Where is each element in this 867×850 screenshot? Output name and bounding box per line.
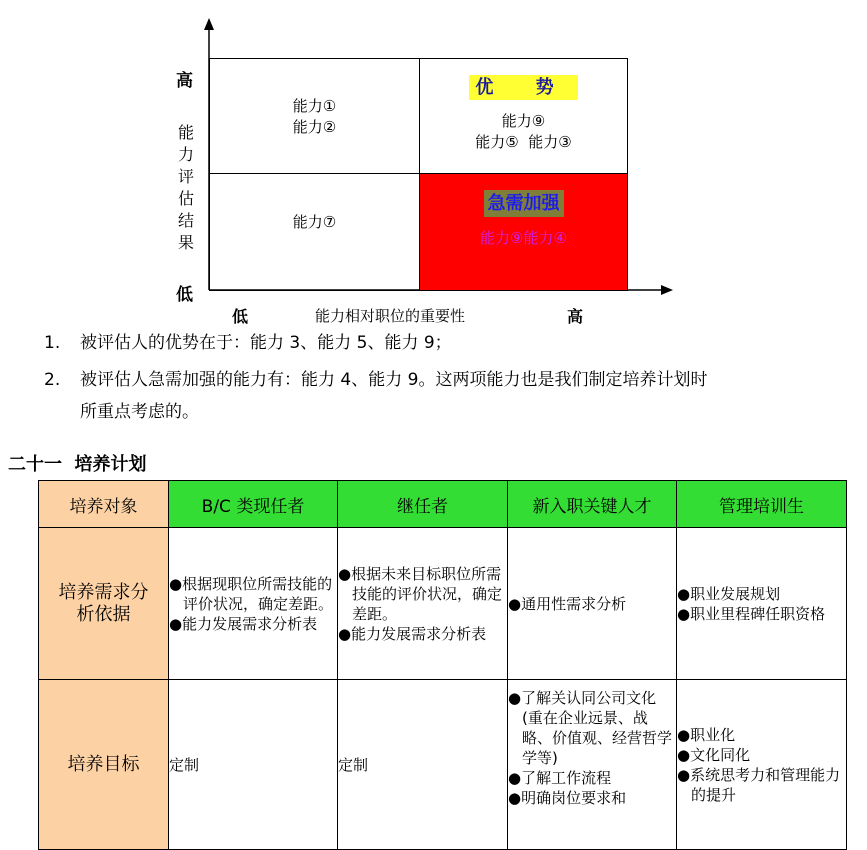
- row-head-line: 培养需求分: [58, 581, 149, 603]
- row-head-line: 析依据: [76, 603, 131, 625]
- list-text-line: 所重点考虑的。: [80, 402, 199, 422]
- bullet-item: ●根据现职位所需技能的评价状况，确定差距。: [169, 574, 334, 613]
- x-axis-label: 能力相对职位的重要性: [315, 307, 466, 325]
- row-head-goals: [39, 680, 169, 850]
- table-cell: [508, 680, 677, 850]
- bullet-item: ●职业里程碑任职资格: [677, 604, 826, 623]
- y-axis-label: [178, 122, 196, 254]
- x-axis-high: 高: [567, 307, 584, 326]
- list-text-line: 被评估人急需加强的能力有：能力 4、能力 9。这两项能力也是我们制定培养计划时: [80, 370, 708, 390]
- y-axis-label-char: 果: [178, 233, 195, 252]
- row-head-line: 培养目标: [67, 753, 140, 775]
- y-axis-label-char: 估: [178, 189, 195, 208]
- training-plan-table: [38, 480, 847, 850]
- bullet-item: ●通用性需求分析: [508, 594, 627, 613]
- x-axis-low: 低: [232, 307, 249, 326]
- bullet-item: ●系统思考力和管理能力的提升: [677, 765, 841, 804]
- advantage-tag: 优 势: [469, 75, 577, 100]
- row-head-needs-basis: [39, 528, 169, 680]
- bullet-item: ●文化同化: [677, 745, 751, 764]
- list-number: 2.: [44, 370, 61, 390]
- quadrant-item: 能力⑤ 能力③: [475, 133, 572, 151]
- cell-text: 定制: [338, 755, 369, 774]
- quadrant-top-right: [419, 58, 628, 174]
- list-number: 1.: [44, 333, 61, 353]
- table-cell: [338, 680, 508, 850]
- y-axis-label-char: 结: [178, 211, 195, 230]
- y-axis-label-char: 力: [178, 145, 195, 164]
- list-text: 被评估人的优势在于：能力 3、能力 5、能力 9；: [80, 333, 452, 353]
- conclusion-item: [44, 364, 707, 428]
- table-cell: [677, 680, 847, 850]
- table-header-row: [39, 481, 847, 528]
- header-new-key-talent: 新入职关键人才: [508, 481, 677, 528]
- y-axis-label-char: 能: [178, 123, 195, 142]
- header-successor: 继任者: [338, 481, 508, 528]
- bullet-item: ●职业化: [677, 725, 736, 744]
- bullet-item: ●能力发展需求分析表: [169, 614, 318, 633]
- bullet-item: ●了解工作流程: [508, 769, 612, 787]
- quadrant-top-left: [209, 58, 420, 174]
- y-axis-low: 低: [176, 285, 193, 305]
- table-cell: [508, 528, 677, 680]
- table-cell: [338, 528, 508, 680]
- table-row: [39, 528, 847, 680]
- y-axis-high: 高: [176, 71, 193, 91]
- cell-text: 定制: [169, 755, 200, 774]
- quadrant-item: 能力⑨能力④: [480, 229, 567, 247]
- quadrant-item: 能力⑦: [292, 213, 337, 231]
- table-row: [39, 680, 847, 850]
- conclusion-item: [44, 327, 452, 359]
- quadrant-item: 能力①: [292, 97, 337, 115]
- bullet-item: ●根据未来目标职位所需技能的评价状况，确定差距。: [338, 564, 503, 623]
- table-cell: [169, 680, 338, 850]
- header-management-trainee: 管理培训生: [677, 481, 847, 528]
- y-axis-label-char: 评: [178, 167, 195, 186]
- header-bc-incumbent: B/C 类现任者: [169, 481, 338, 528]
- header-target: 培养对象: [39, 481, 169, 528]
- bullet-item: ●能力发展需求分析表: [338, 624, 487, 643]
- table-cell: [169, 528, 338, 680]
- table-cell: [677, 528, 847, 680]
- needs-improvement-tag: 急需加强: [484, 190, 564, 217]
- bullet-item: ●明确岗位要求和: [508, 789, 627, 807]
- quadrant-bottom-right: [419, 173, 628, 291]
- quadrant-item: 能力⑨: [501, 112, 546, 130]
- bullet-item: ●职业发展规划: [677, 584, 781, 603]
- bullet-item: ●了解关认同公司文化(重在企业远景、战略、价值观、经营哲学学等): [508, 689, 673, 767]
- list-text: [80, 364, 707, 428]
- quadrant-bottom-left: [209, 173, 420, 291]
- section-heading: 二十一 培养计划: [8, 454, 147, 475]
- quadrant-item: 能力②: [292, 118, 337, 136]
